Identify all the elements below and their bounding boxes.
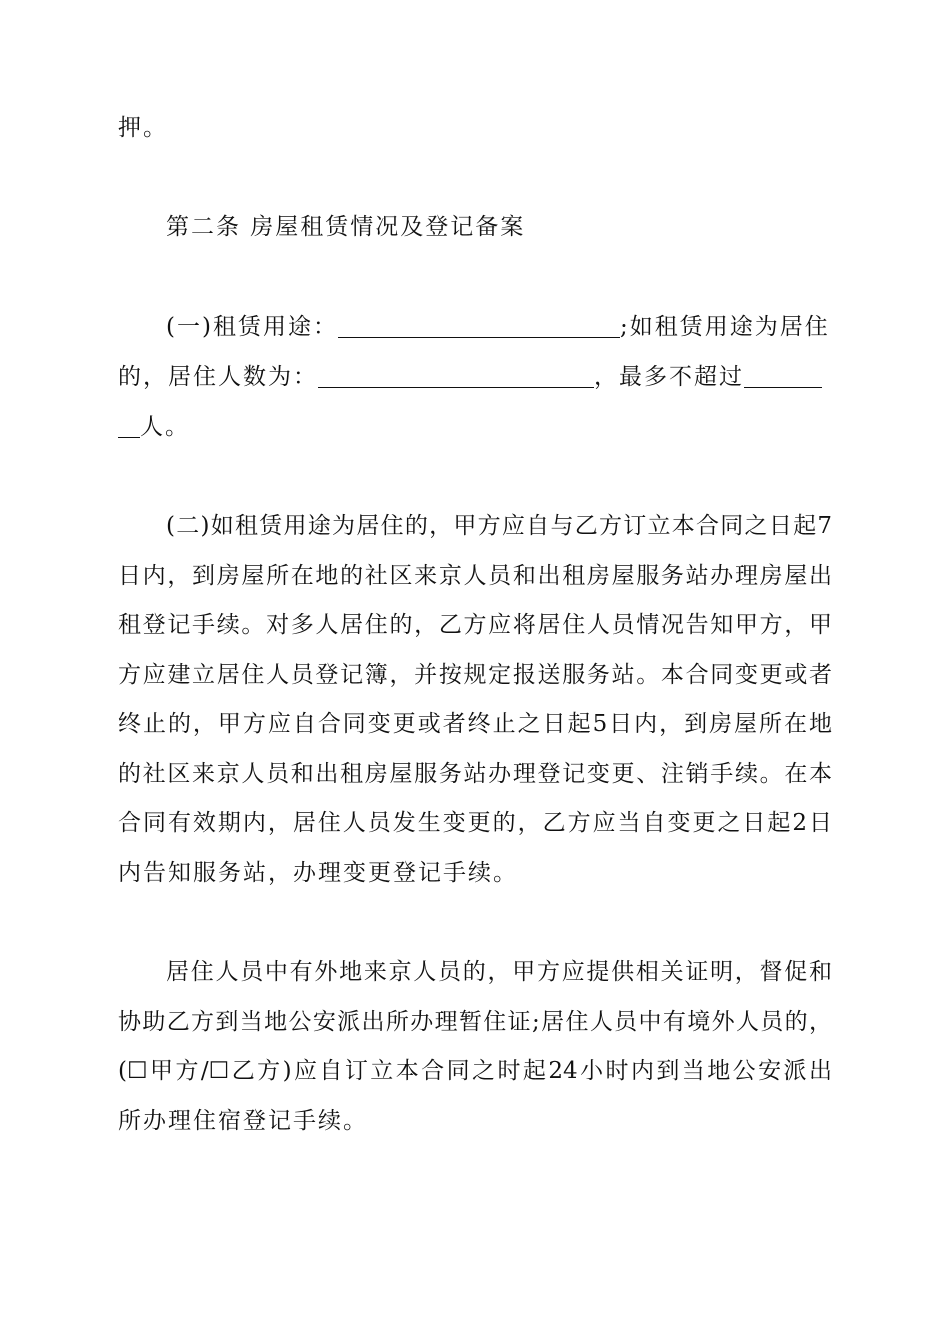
occupants-blank (318, 365, 594, 388)
max-blank-cont (118, 415, 140, 438)
purpose-suffix: ;如租赁用途为居住 (619, 314, 830, 340)
article-heading: 第二条 房屋租赁情况及登记备案 (166, 214, 526, 240)
clause2-line: 终止的，甲方应自合同变更或者终止之日起5日内，到房屋所在地 (118, 711, 832, 737)
clause3-line: 居住人员中有外地来京人员的，甲方应提供相关证明，督促和 (166, 959, 832, 985)
clause3-line: (☐甲方/☐乙方)应自订立本合同之时起24小时内到当地公安派出 (118, 1058, 832, 1084)
max-blank (744, 365, 822, 388)
clause2-line: 租登记手续。对多人居住的，乙方应将居住人员情况告知甲方，甲 (118, 612, 832, 638)
max-label: ，最多不超过 (594, 364, 744, 390)
clause2-line: 内告知服务站，办理变更登记手续。 (118, 860, 518, 886)
clause2-line: (二)如租赁用途为居住的，甲方应自与乙方订立本合同之日起7 (166, 513, 832, 539)
purpose-blank (338, 315, 620, 338)
clause2-line: 方应建立居住人员登记簿，并按规定报送服务站。本合同变更或者 (118, 662, 832, 688)
clause2-line: 的社区来京人员和出租房屋服务站办理登记变更、注销手续。在本 (118, 761, 832, 787)
clause3-line: 协助乙方到当地公安派出所办理暂住证;居住人员中有境外人员的， (118, 1009, 832, 1035)
clause2-line: 合同有效期内，居住人员发生变更的，乙方应当自变更之日起2日 (118, 810, 832, 836)
persons-suffix: 人。 (140, 414, 190, 440)
clause1-line1 (166, 312, 832, 342)
clause2-line: 日内，到房屋所在地的社区来京人员和出租房屋服务站办理房屋出 (118, 563, 832, 589)
occupants-label: 的，居住人数为： (118, 364, 318, 390)
clause3-line: 所办理住宿登记手续。 (118, 1108, 368, 1134)
purpose-label: (一)租赁用途： (166, 314, 338, 340)
clause1-line2 (118, 362, 832, 392)
clause1-line3 (118, 412, 832, 442)
top-fragment: 押。 (118, 115, 168, 141)
